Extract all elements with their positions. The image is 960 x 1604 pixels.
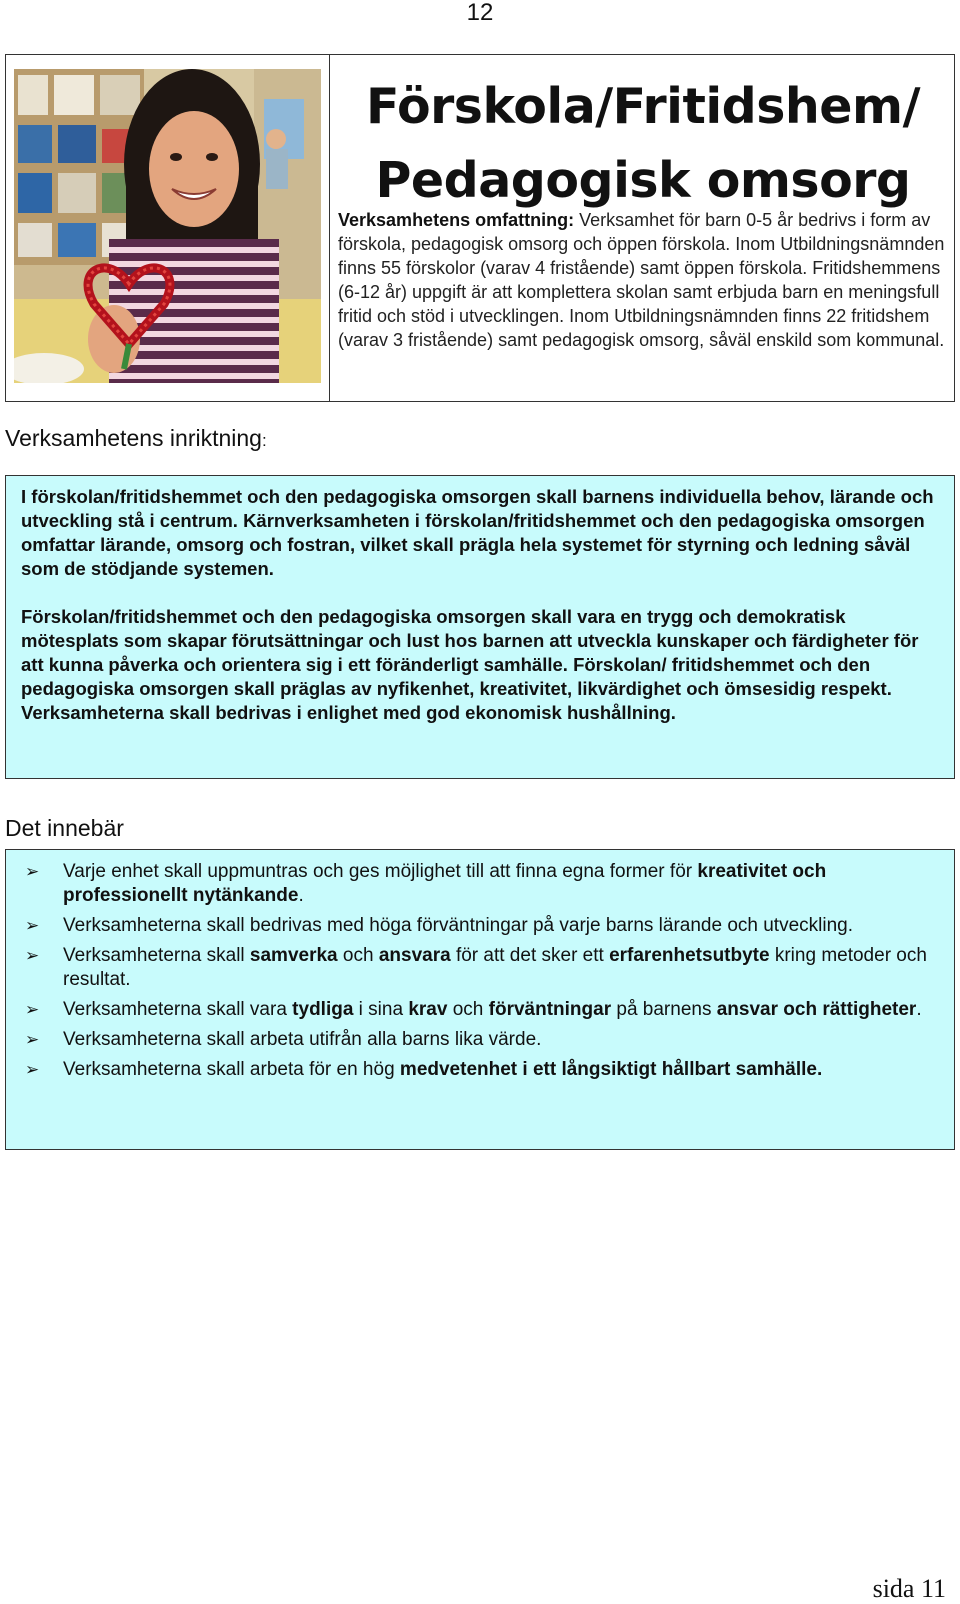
child-photo: [14, 69, 321, 383]
title-line-2: Pedagogisk omsorg: [375, 152, 911, 209]
list-item-emphasis: tydliga: [292, 999, 354, 1020]
list-item-text: Verksamheterna skall vara: [63, 999, 293, 1020]
page-footer-number: sida 11: [872, 1574, 946, 1603]
list-item-text: Verksamheterna skall: [63, 945, 250, 966]
list-item-emphasis: erfarenhetsutbyte: [609, 945, 770, 966]
list-item-text: .: [916, 999, 922, 1020]
list-item-emphasis: kreativitet och professionellt nytänkande: [63, 861, 827, 906]
list-item-text: .: [298, 885, 304, 906]
arrow-bullet-icon: ➢: [25, 1060, 40, 1079]
inriktning-heading: [5, 425, 267, 452]
list-item: [22, 1028, 934, 1052]
innebar-heading: Det innebär: [5, 815, 124, 841]
list-item-emphasis: ansvar och rättigheter: [716, 999, 917, 1020]
child-photo-illustration: [14, 69, 321, 383]
list-item-text: Verksamheterna skall arbeta för en hög: [63, 1059, 400, 1080]
scope-body: Verksamhet för barn 0-5 år bedrivs i form av förskola, pedagogisk omsorg och öppen förskola. Inom Utbildningsnämnden finns 55 förskolor (varav 4 fristående) samt öppen förskola. Fritidshemmens (6-12 år) uppgift är att komplettera skolan samt erbjuda barn en meningsfull fritid och stöd i utvecklingen. Inom Utbildningsnämnden finns 22 fritidshem (varav 3 fristående) samt pedagogisk omsorg, såväl enskild som kommunal.: [338, 210, 945, 350]
list-item: [22, 1058, 934, 1082]
list-item: [22, 998, 934, 1022]
inriktning-heading-colon: :: [261, 431, 267, 450]
arrow-bullet-icon: ➢: [25, 1030, 40, 1049]
photo-cell: [5, 54, 330, 402]
list-item-text: i sina: [353, 999, 409, 1020]
list-item-emphasis: ansvara: [378, 945, 451, 966]
list-item: [22, 944, 934, 992]
inriktning-heading-text: Verksamhetens inriktning: [5, 425, 262, 451]
arrow-bullet-icon: ➢: [25, 946, 40, 965]
list-item-text: Verksamheterna skall arbeta utifrån alla barns lika värde.: [63, 1029, 542, 1050]
scope-label: Verksamhetens omfattning:: [338, 210, 575, 230]
inriktning-paragraph-2: Förskolan/fritidshemmet och den pedagogiska omsorgen skall vara en trygg och demokratisk mötesplats som skapar förutsättningar och lust hos barnen att utveckla kunskaper och färdigheter för att kunna påverka och orientera sig i ett föränderligt samhälle. Förskolan/ fritidshemmet och den pedagogiska omsorgen skall präglas av nyfikenhet, kreativitet, likvärdighet och ömsesidig respekt. Verksamheterna skall bedrivas i enlighet med god ekonomisk hushållning.: [21, 606, 919, 723]
arrow-bullet-icon: ➢: [25, 862, 40, 881]
list-item-text: Verksamheterna skall bedrivas med höga förväntningar på varje barns lärande och utveckling.: [63, 915, 854, 936]
arrow-bullet-icon: ➢: [25, 916, 40, 935]
list-item-text: och: [447, 999, 489, 1020]
list-item-text: för att det sker ett: [450, 945, 610, 966]
list-item-text: kring metoder och resultat.: [63, 945, 927, 990]
list-item-emphasis: samverka: [249, 945, 338, 966]
innebar-list: [22, 860, 934, 1082]
title-line-1: Förskola/Fritidshem/: [365, 78, 920, 135]
list-item-text: Varje enhet skall uppmuntras och ges möjlighet till att finna egna former för: [63, 861, 698, 882]
list-item-emphasis: krav: [408, 999, 448, 1020]
list-item-text: och: [337, 945, 379, 966]
innebar-box: [5, 849, 955, 1150]
page-title: [334, 70, 952, 218]
inriktning-box: [5, 475, 955, 779]
list-item-text: på barnens: [611, 999, 717, 1020]
arrow-bullet-icon: ➢: [25, 1000, 40, 1019]
list-item-emphasis: medvetenhet i ett långsiktigt hållbart samhälle.: [399, 1059, 823, 1080]
scope-paragraph: [338, 208, 950, 352]
list-item: [22, 860, 934, 908]
list-item: [22, 914, 934, 938]
inriktning-paragraph-1: I förskolan/fritidshemmet och den pedagogiska omsorgen skall barnens individuella behov, lärande och utveckling stå i centrum. Kärnverksamheten i förskolan/fritidshemmet och den pedagogiska omsorgen omfattar lärande, omsorg och fostran, vilket skall prägla hela systemet för styrning och ledning såväl som de stödjande systemen.: [21, 486, 934, 579]
page-number-top: 12: [466, 0, 494, 26]
list-item-emphasis: förväntningar: [488, 999, 612, 1020]
